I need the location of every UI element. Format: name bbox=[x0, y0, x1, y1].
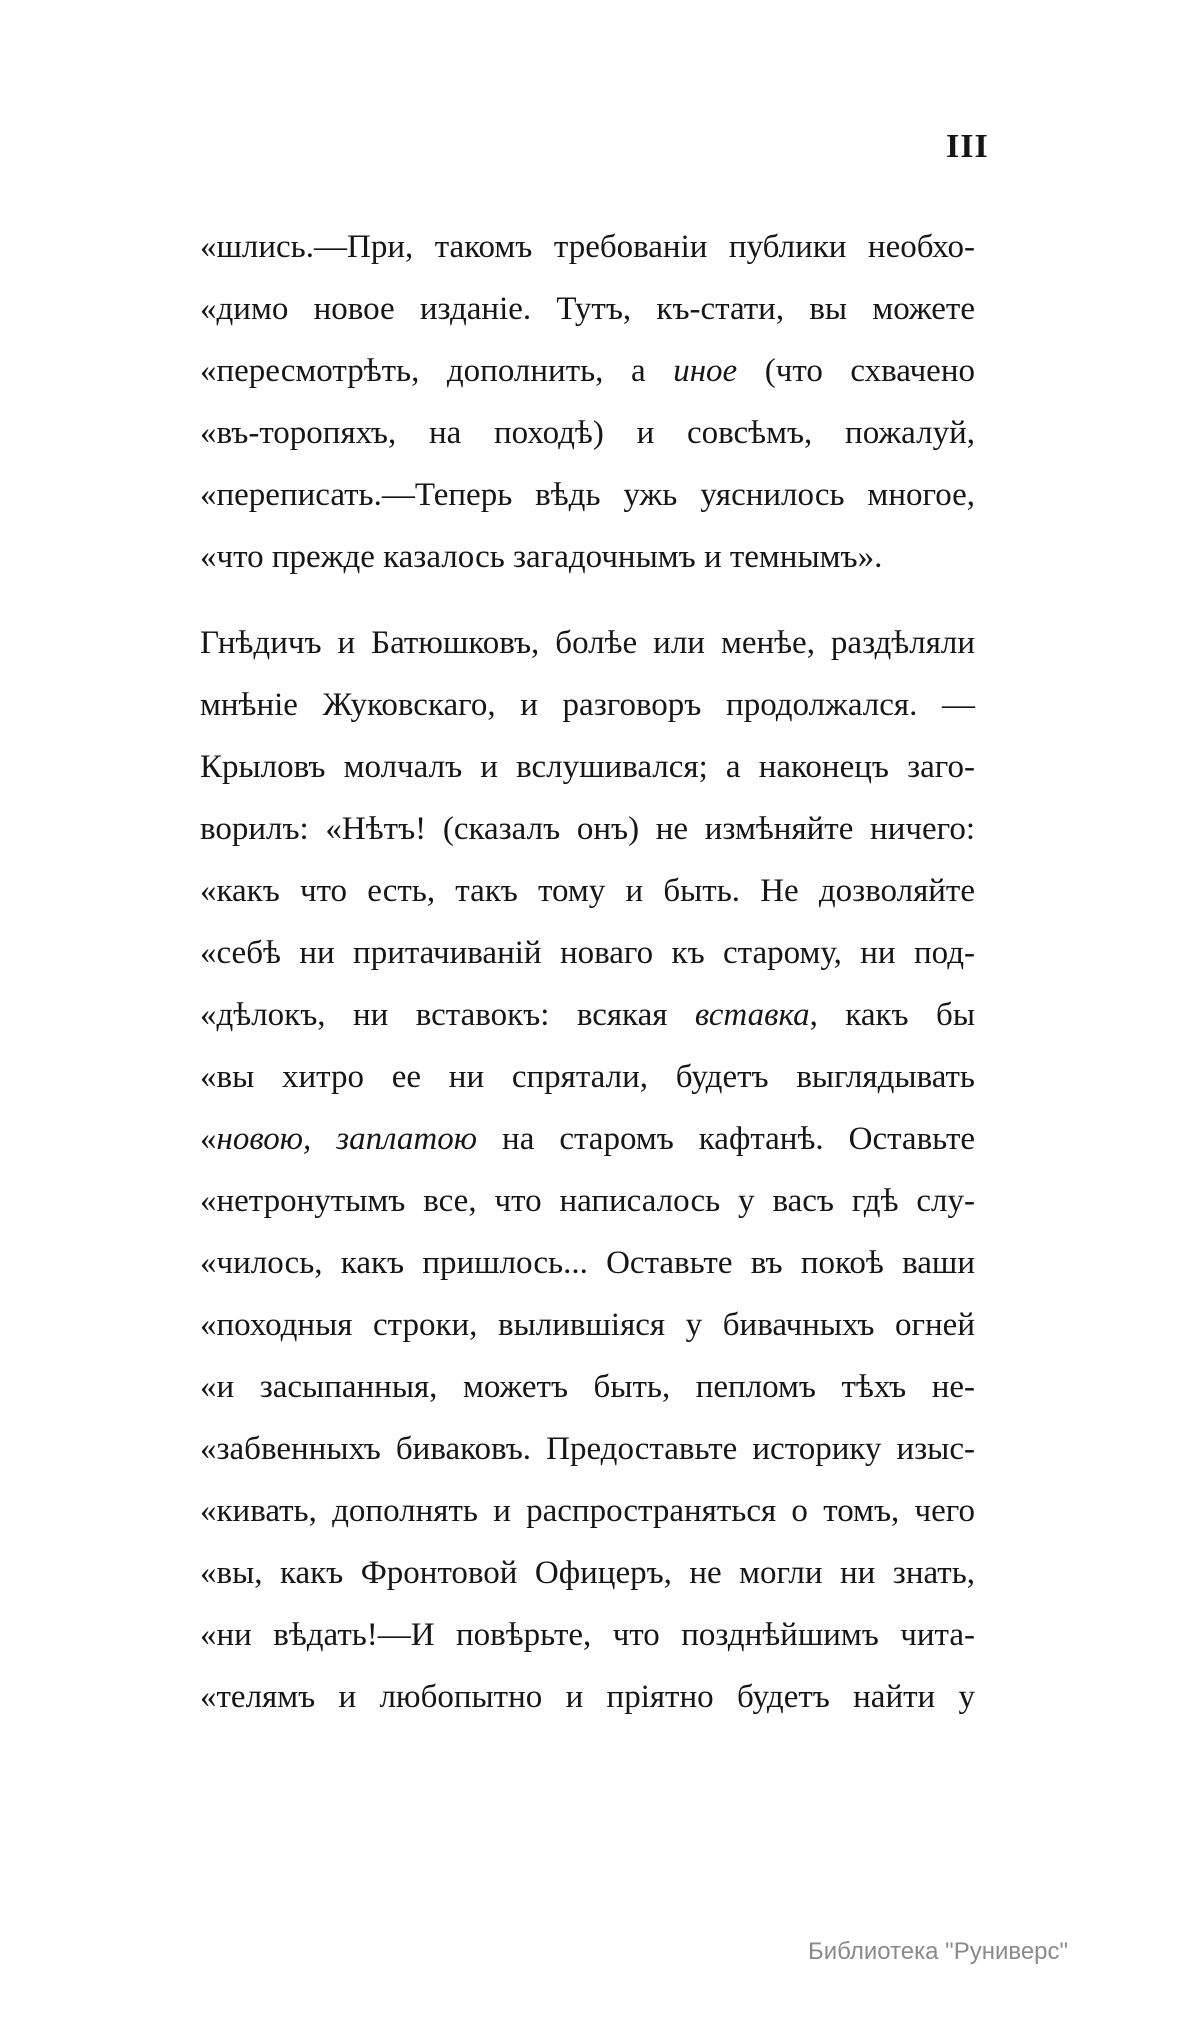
text-line: «нетронутымъ все, что написалось у васъ гдѣ слу- bbox=[200, 1183, 975, 1219]
library-watermark: Библиотека "Руниверс" bbox=[808, 1938, 1069, 1965]
emphasized-word: вставка bbox=[694, 997, 810, 1033]
text-line: «забвенныхъ биваковъ. Предоставьте историку изыс- bbox=[200, 1431, 975, 1467]
text-line: «чилось, какъ пришлось... Оставьте въ покоѣ ваши bbox=[200, 1245, 975, 1281]
emphasized-word: новою, заплатою bbox=[216, 1121, 478, 1157]
text-line: мнѣніе Жуковскаго, и разговоръ продолжался. — bbox=[200, 687, 975, 723]
body-text bbox=[200, 216, 975, 1728]
text-line: Гнѣдичъ и Батюшковъ, болѣе или менѣе, раздѣляли bbox=[200, 625, 975, 661]
text-line: «димо новое изданіе. Тутъ, къ-стати, вы можете bbox=[200, 291, 975, 327]
text-line: «вы хитро ее ни спрятали, будетъ выглядывать bbox=[200, 1059, 975, 1095]
text-line: «какъ что есть, такъ тому и быть. Не дозволяйте bbox=[200, 873, 975, 909]
page-number: III bbox=[946, 128, 989, 165]
text-line: «кивать, дополнять и распространяться о томъ, чего bbox=[200, 1493, 975, 1529]
text-line: «дѣлокъ, ни вставокъ: всякая вставка, какъ бы bbox=[200, 997, 975, 1033]
text-line: «что прежде казалось загадочнымъ и темнымъ». bbox=[200, 539, 883, 575]
text-line: «переписать.—Теперь вѣдь ужь уяснилось многое, bbox=[200, 477, 975, 513]
text-line: «въ-торопяхъ, на походѣ) и совсѣмъ, пожалуй, bbox=[200, 415, 975, 451]
text-line: «походныя строки, вылившіяся у бивачныхъ огней bbox=[200, 1307, 975, 1343]
text-line: Крыловъ молчалъ и вслушивался; а наконецъ заго- bbox=[200, 749, 975, 785]
text-line: «новою, заплатою на старомъ кафтанѣ. Оставьте bbox=[200, 1121, 976, 1157]
text-line: «и засыпанныя, можетъ быть, пепломъ тѣхъ не- bbox=[200, 1369, 975, 1405]
text-line: «вы, какъ Фронтовой Офицеръ, не могли ни знать, bbox=[200, 1555, 975, 1591]
text-line: «телямъ и любопытно и пріятно будетъ найти у bbox=[200, 1679, 975, 1715]
text-line: «шлись.—При, такомъ требованіи публики необхо- bbox=[200, 229, 975, 265]
text-line: ворилъ: «Нѣтъ! (сказалъ онъ) не измѣняйте ничего: bbox=[200, 811, 975, 847]
text-line: «себѣ ни притачиваній новаго къ старому, ни под- bbox=[200, 935, 975, 971]
text-line: «ни вѣдать!—И повѣрьте, что позднѣйшимъ чита- bbox=[200, 1617, 975, 1653]
emphasized-word: иное bbox=[673, 353, 738, 389]
text-line: «пересмотрѣть, дополнить, а иное (что схвачено bbox=[200, 353, 975, 389]
